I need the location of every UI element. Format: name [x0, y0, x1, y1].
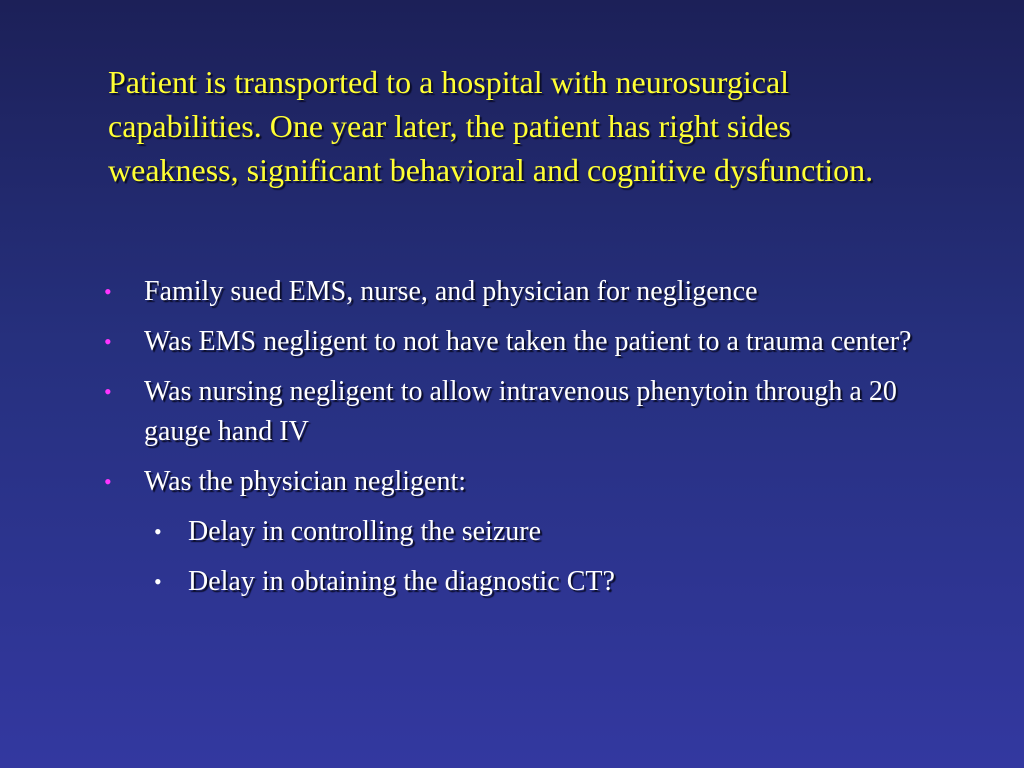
bullet-item [100, 372, 920, 452]
sub-bullet-text: Delay in obtaining the diagnostic CT? [188, 566, 615, 597]
sub-bullet-icon: • [154, 569, 162, 594]
slide-title: Patient is transported to a hospital with neurosurgical capabilities. One year later, the patient has right sides weakness, significant behavioral and cognitive dysfunction. [108, 64, 874, 188]
bullet-icon: • [104, 379, 112, 404]
bullet-text: Was nursing negligent to allow intravenous phenytoin through a 20 gauge hand IV [144, 376, 897, 447]
bullet-item [100, 322, 920, 362]
bullet-item [100, 462, 920, 502]
bullet-list [100, 272, 920, 612]
sub-bullet-item [100, 512, 920, 552]
bullet-text: Family sued EMS, nurse, and physician for negligence [144, 276, 758, 307]
sub-bullet-icon: • [154, 519, 162, 544]
sub-bullet-text: Delay in controlling the seizure [188, 516, 541, 547]
bullet-icon: • [104, 469, 112, 494]
bullet-text: Was EMS negligent to not have taken the patient to a trauma center? [144, 326, 912, 357]
sub-bullet-list [100, 512, 920, 602]
bullet-item [100, 272, 920, 312]
bullet-icon: • [104, 329, 112, 354]
bullet-icon: • [104, 279, 112, 304]
bullet-text: Was the physician negligent: [144, 466, 466, 497]
sub-bullet-item [100, 562, 920, 602]
sub-bullet-group [100, 512, 920, 602]
